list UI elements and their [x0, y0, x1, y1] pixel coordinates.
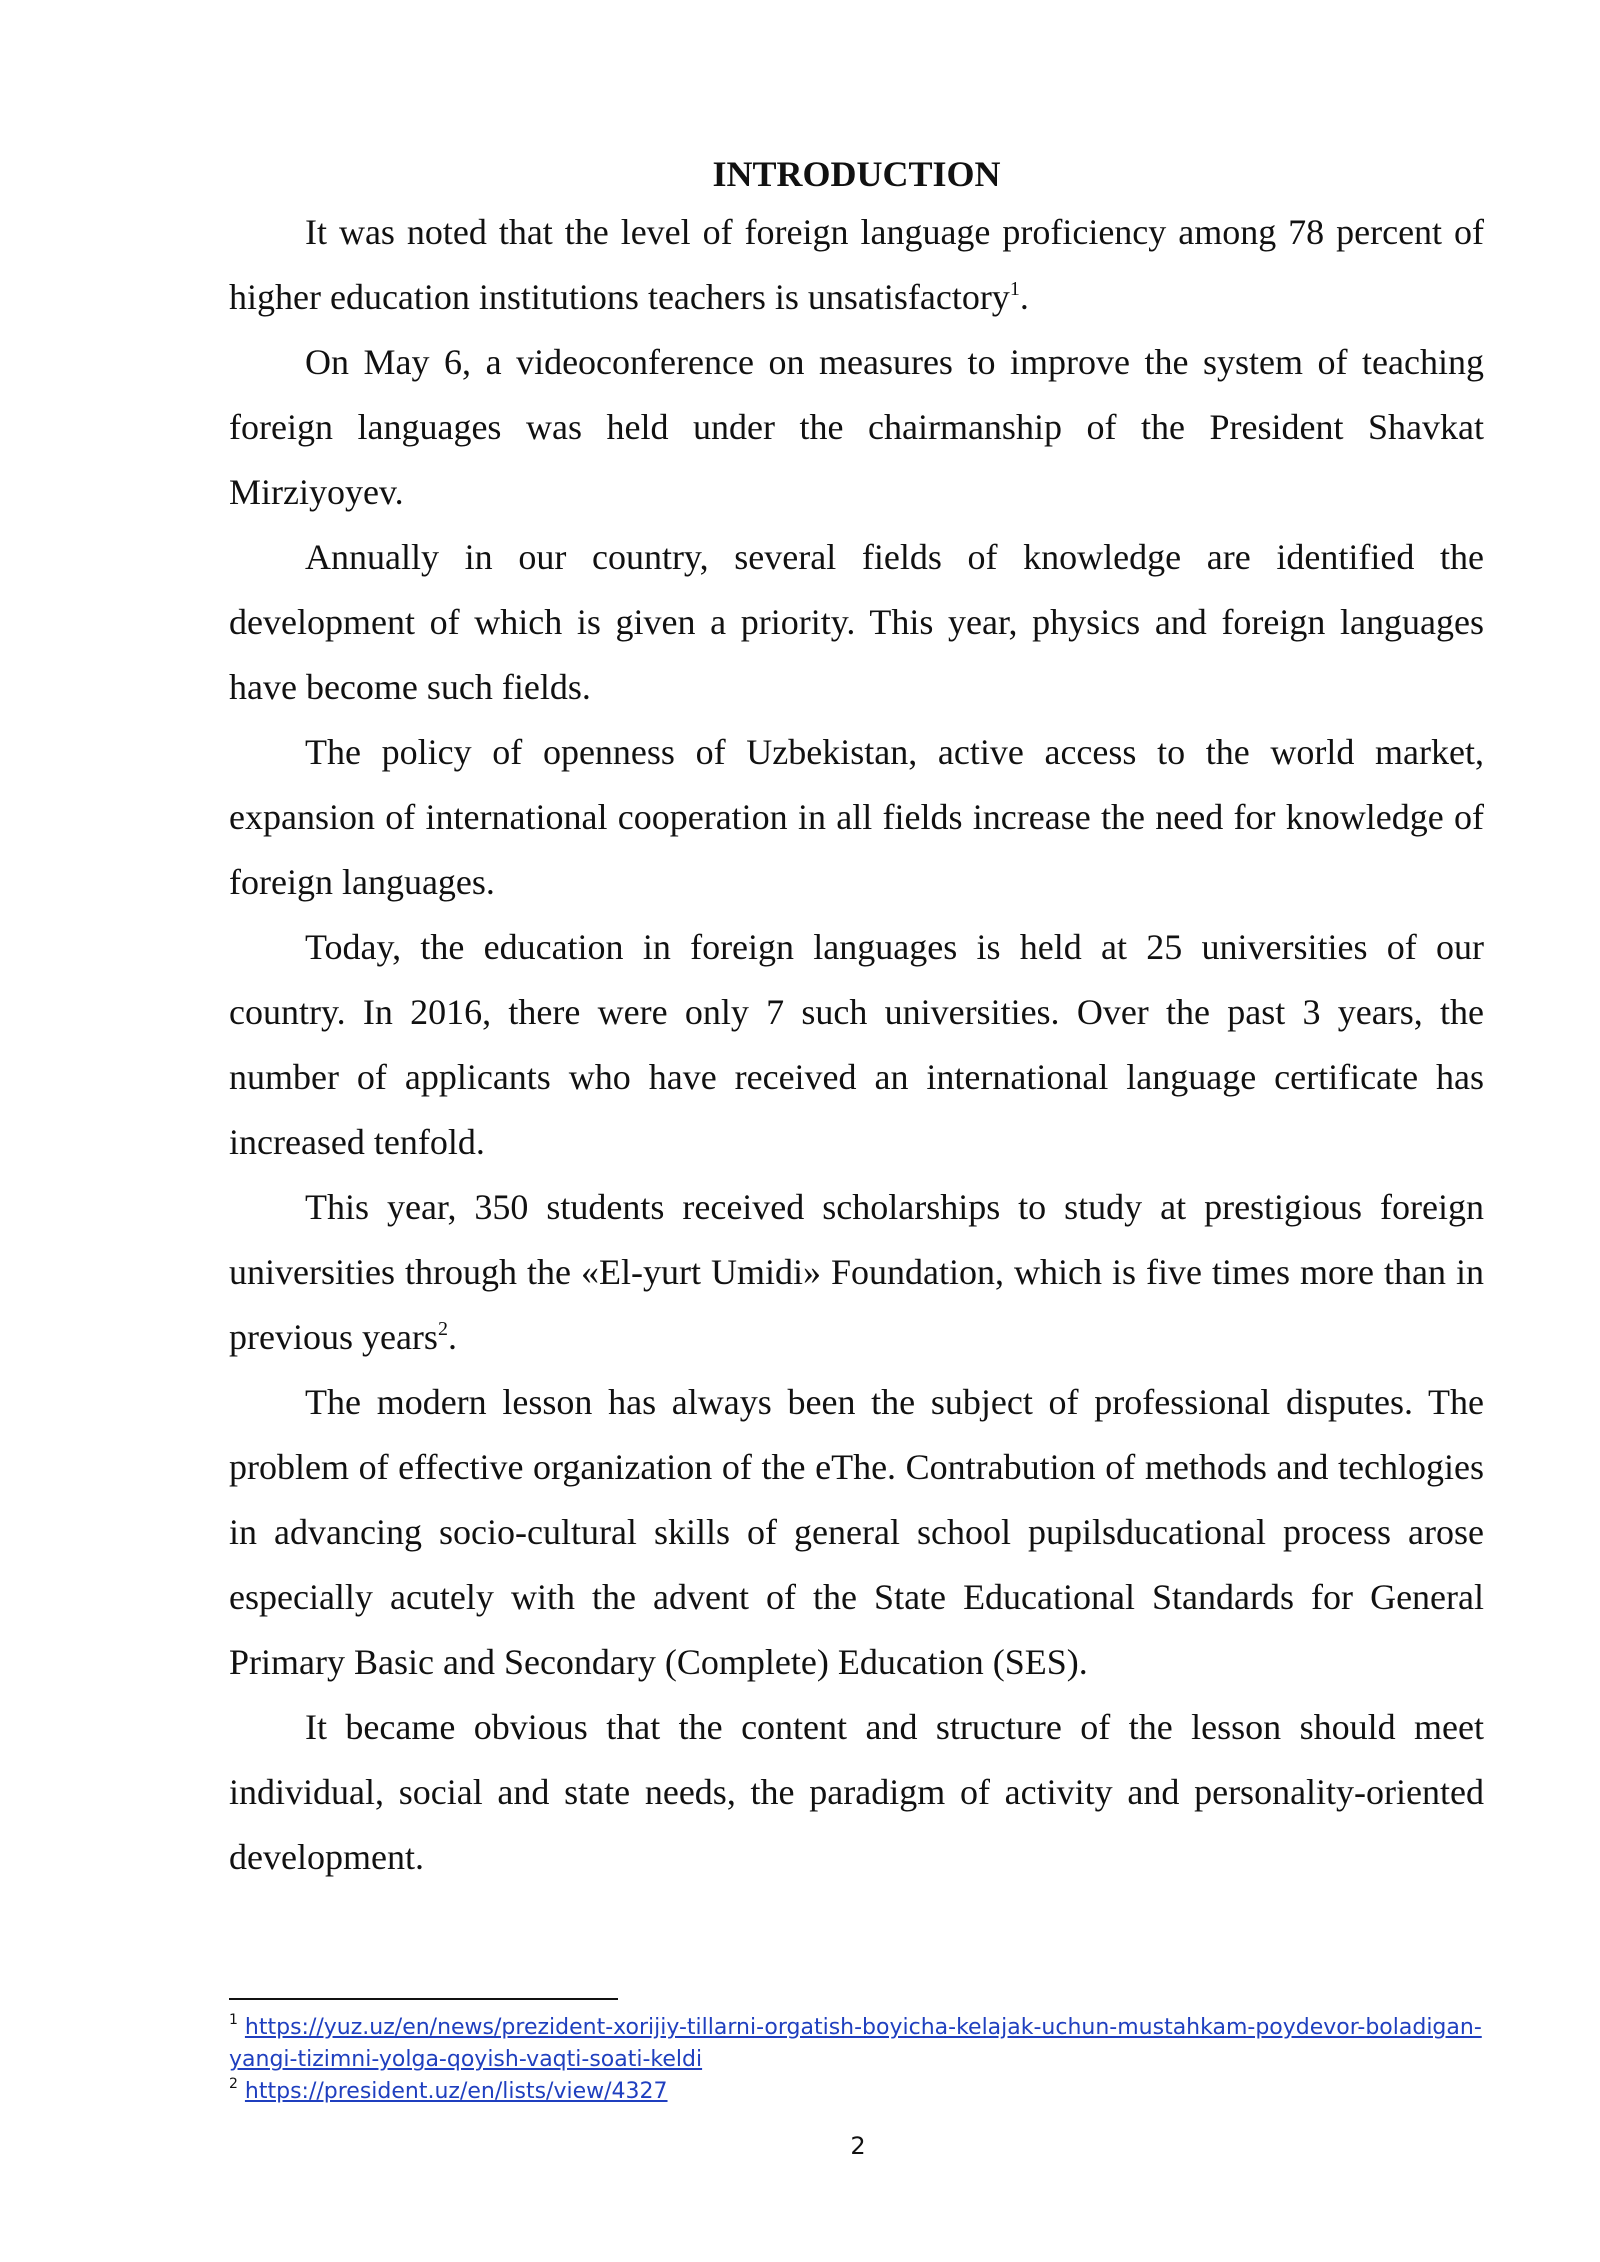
- document-body: [229, 148, 1484, 1890]
- paragraph-text: Annually in our country, several fields of knowledge are identified the development of which is given a priority. This year, physics and foreign languages have become such fields.: [229, 537, 1484, 707]
- paragraph: [229, 720, 1484, 915]
- paragraph-text: This year, 350 students received scholarships to study at prestigious foreign universities through the «El-yurt Umidi» Foundation, which is five times more than in previous years: [229, 1187, 1484, 1357]
- paragraph-text: The modern lesson has always been the subject of professional disputes. The problem of effective organization of the eThe. Contrabution of methods and techlogies in advancing socio-cultural skills of general school pupilsducational process arose especially acutely with the advent of the State Educational Standards for General Primary Basic and Secondary (Complete) Education (SES).: [229, 1382, 1484, 1682]
- footnotes: [229, 2012, 1484, 2108]
- paragraph: [229, 1175, 1484, 1370]
- paragraph: [229, 330, 1484, 525]
- footnote-separator: [229, 1998, 618, 2000]
- footnote-ref[interactable]: 1: [1009, 278, 1020, 300]
- footnote-number: 1: [229, 2012, 238, 2028]
- paragraph: [229, 1370, 1484, 1695]
- page-heading: INTRODUCTION: [712, 154, 1001, 194]
- page-number: 2: [850, 2132, 866, 2160]
- footnote-ref[interactable]: 2: [437, 1318, 448, 1340]
- paragraph-end: .: [447, 1317, 457, 1357]
- footnote-link[interactable]: https://president.uz/en/lists/view/4327: [244, 2079, 668, 2104]
- paragraph-text: It was noted that the level of foreign language proficiency among 78 percent of higher education institutions teachers is unsatisfactory: [229, 212, 1484, 317]
- paragraph: [229, 1695, 1484, 1890]
- paragraph-text: It became obvious that the content and structure of the lesson should meet individual, social and state needs, the paradigm of activity and personality-oriented development.: [229, 1707, 1484, 1877]
- footnote-number: 2: [229, 2076, 238, 2092]
- footnote-item: [229, 2012, 1484, 2076]
- paragraph: [229, 915, 1484, 1175]
- paragraph-text: The policy of openness of Uzbekistan, active access to the world market, expansion of international cooperation in all fields increase the need for knowledge of foreign languages.: [229, 732, 1484, 902]
- paragraph-text: On May 6, a videoconference on measures to improve the system of teaching foreign languages was held under the chairmanship of the President Shavkat Mirziyoyev.: [229, 342, 1484, 512]
- paragraph: [229, 200, 1484, 330]
- paragraph: [229, 525, 1484, 720]
- paragraph-end: .: [1019, 277, 1029, 317]
- footnote-link[interactable]: https://yuz.uz/en/news/prezident-xorijiy-tillarni-orgatish-boyicha-kelajak-uchun-mustahkam-poydevor-boladigan-yangi-tizimni-yolga-qoyish-vaqti-soati-keldi: [229, 2015, 1482, 2072]
- footnote-item: [229, 2076, 1484, 2108]
- paragraph-text: Today, the education in foreign languages is held at 25 universities of our country. In 2016, there were only 7 such universities. Over the past 3 years, the number of applicants who have received an international language certificate has increased tenfold.: [229, 927, 1484, 1162]
